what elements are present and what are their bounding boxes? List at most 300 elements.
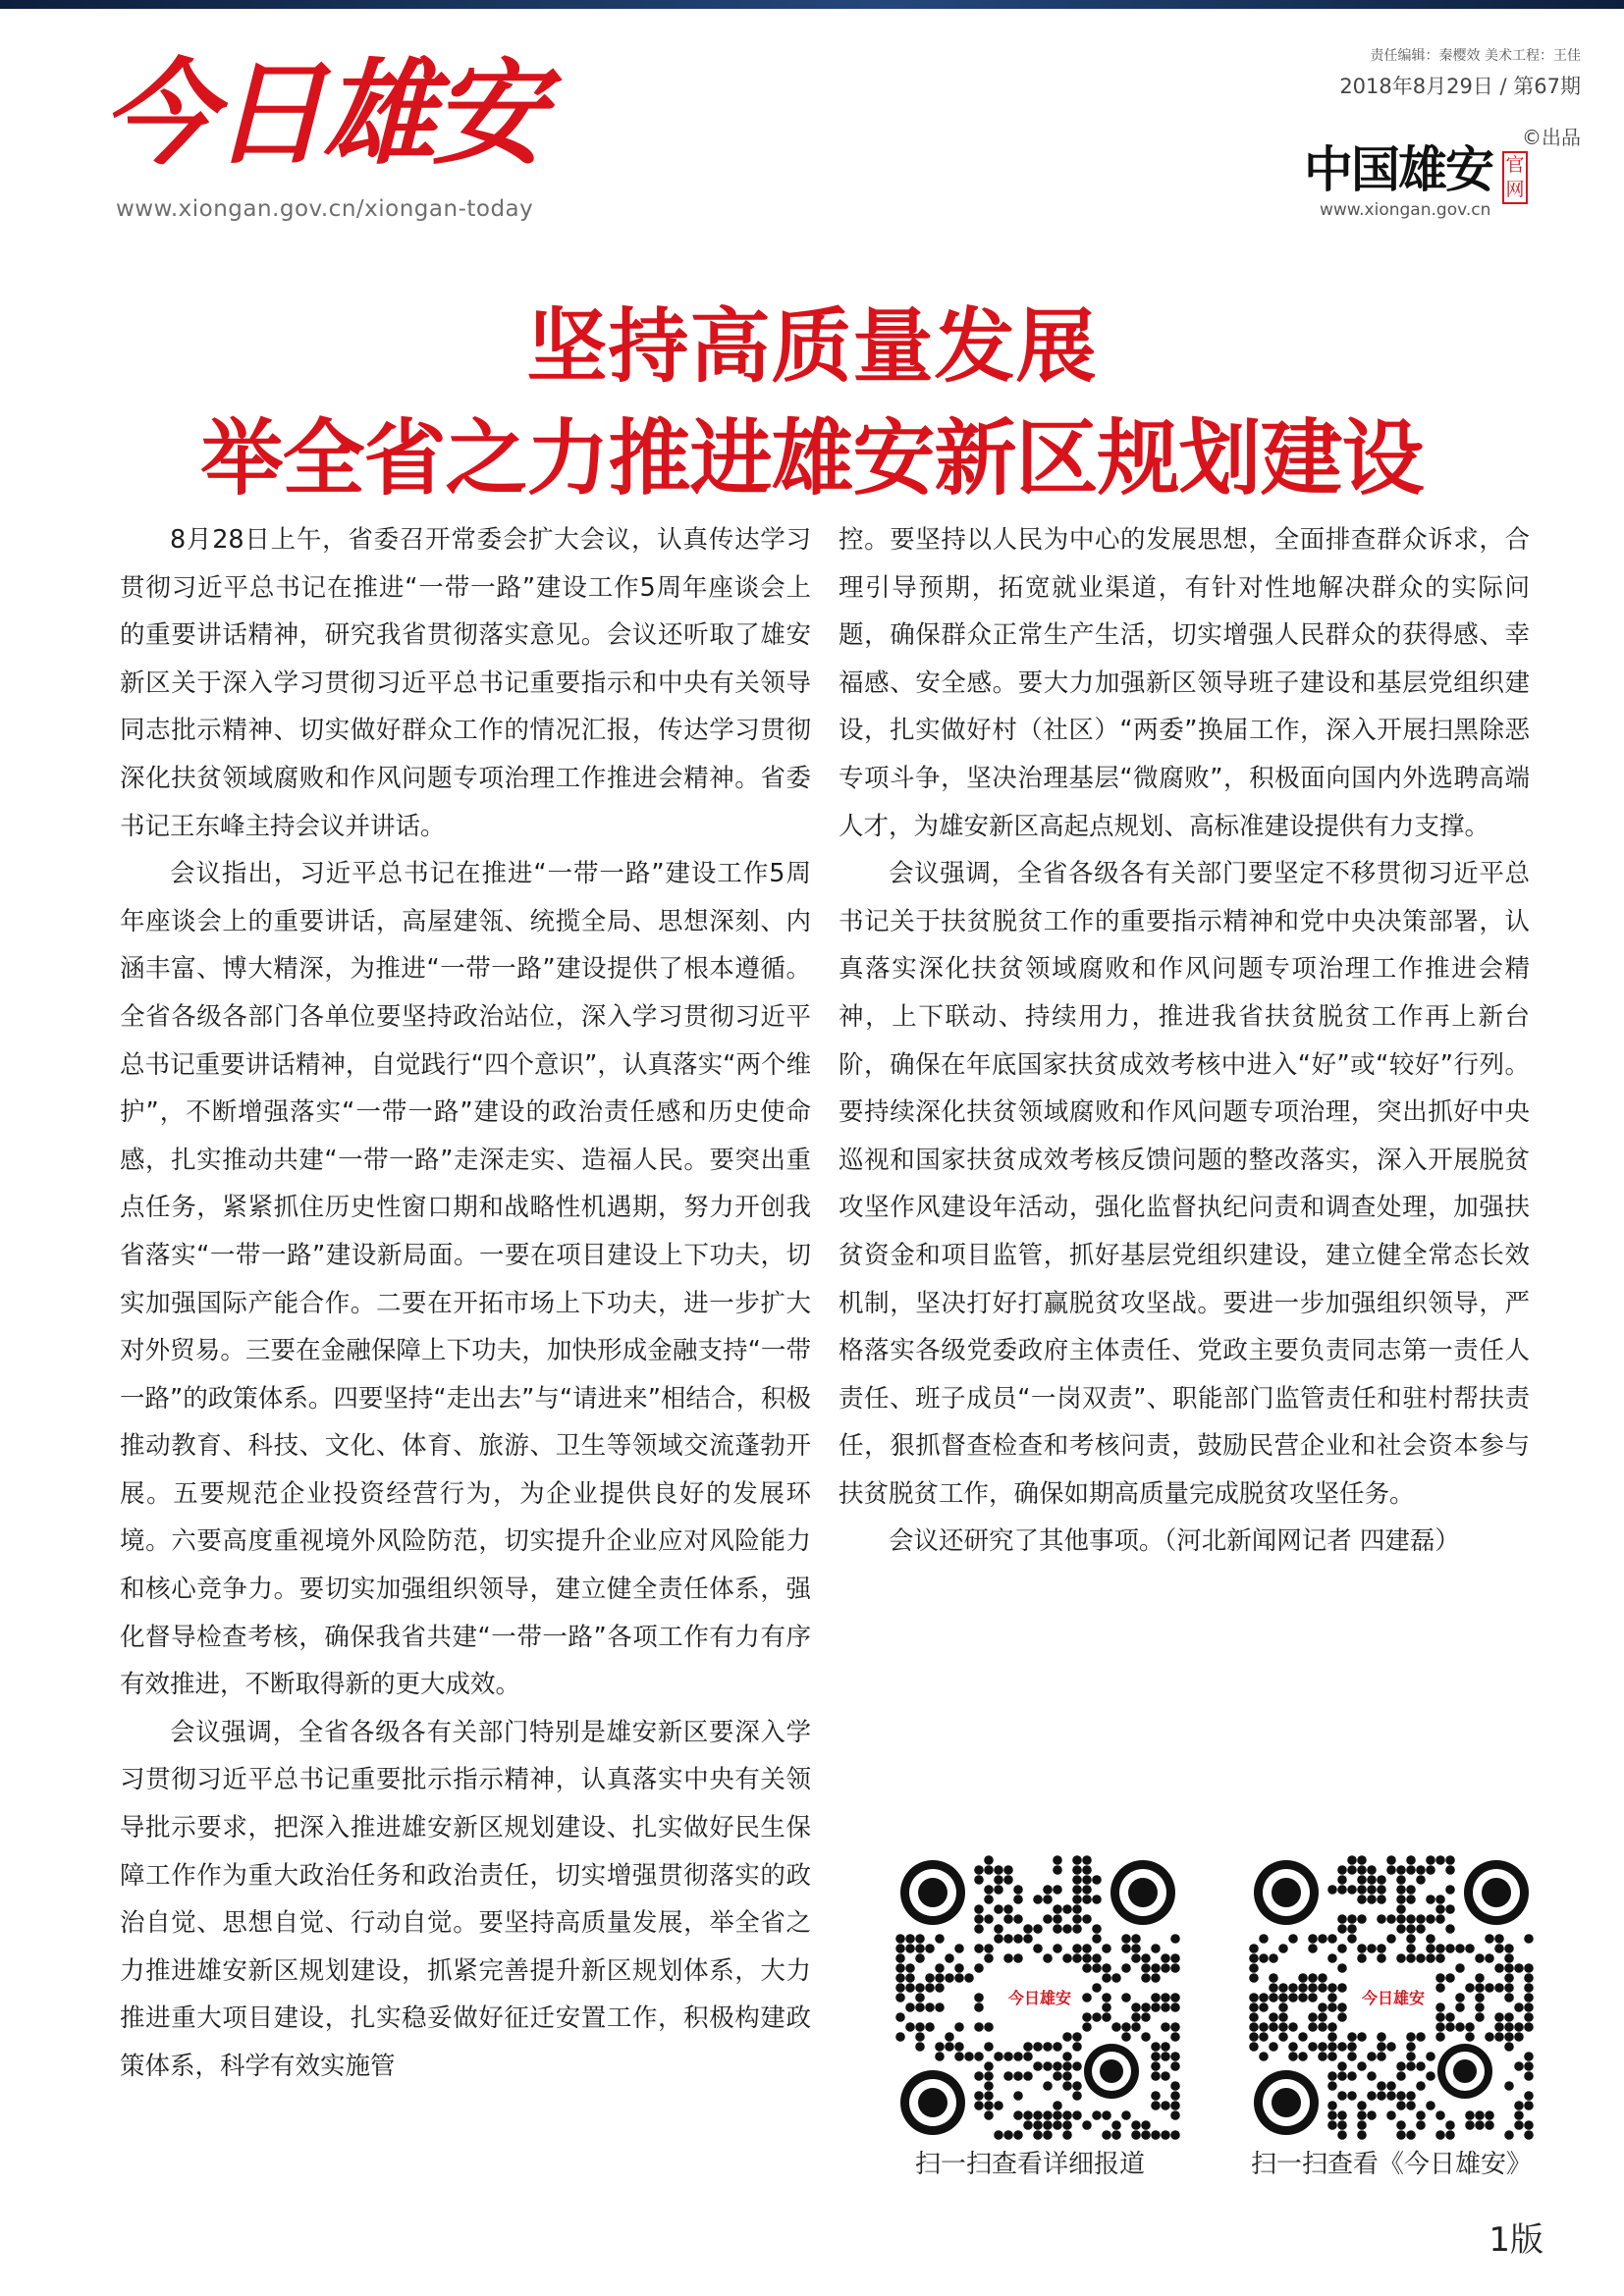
qr-module	[1033, 1944, 1043, 1953]
qr-module	[1102, 2130, 1111, 2140]
qr-module	[984, 2110, 994, 2120]
qr-module	[1396, 1875, 1406, 1885]
qr-module	[1023, 2110, 1033, 2120]
qr-module	[1337, 2120, 1347, 2130]
qr-module	[935, 1973, 945, 1983]
qr-module	[1003, 1875, 1013, 1885]
qr-module	[1013, 2052, 1023, 2061]
qr-module	[1357, 2130, 1367, 2140]
qr-module	[895, 1963, 905, 1973]
qr-module	[1003, 1904, 1013, 1914]
qr-module	[1465, 2032, 1475, 2042]
qr-module	[1102, 2110, 1111, 2120]
qr-code-xiongan-today[interactable]	[1249, 1855, 1534, 2140]
qr-module	[1013, 2130, 1023, 2140]
qr-module	[1396, 1895, 1406, 1904]
qr-module	[1102, 1963, 1111, 1973]
qr-module	[984, 1855, 994, 1865]
qr-module	[1396, 2130, 1406, 2140]
qr-module	[1102, 2002, 1111, 2012]
qr-module	[1396, 2071, 1406, 2081]
qr-module	[1465, 2022, 1475, 2032]
qr-module	[1327, 1885, 1337, 1895]
qr-module	[1465, 1983, 1475, 1993]
qr-module	[1023, 1934, 1033, 1944]
qr-module	[1102, 1973, 1111, 1983]
qr-module	[1288, 2022, 1298, 2032]
qr-module	[1298, 1993, 1308, 2002]
qr-module	[1337, 1963, 1347, 1973]
qr-module	[1504, 1993, 1514, 2002]
qr-module	[994, 1934, 1003, 1944]
qr-module	[915, 2002, 925, 2012]
qr-module	[915, 1983, 925, 1993]
qr-module	[1485, 2110, 1494, 2120]
qr-module	[1416, 1924, 1426, 1934]
qr-module	[954, 1944, 964, 1953]
qr-module	[1416, 2032, 1426, 2042]
qr-module	[1406, 2130, 1416, 2140]
qr-module	[1082, 1963, 1092, 1973]
qr-module	[994, 1865, 1003, 1875]
qr-module	[1121, 2022, 1131, 2032]
publisher-url[interactable]: www.xiongan.gov.cn	[1320, 200, 1491, 220]
qr-module	[1318, 2002, 1327, 2012]
qr-module	[1170, 1963, 1180, 1973]
qr-module	[1426, 1934, 1435, 1944]
qr-module	[1151, 1944, 1161, 1953]
qr-module	[1524, 1973, 1534, 1983]
qr-module	[1043, 2061, 1053, 2071]
qr-module	[1170, 2032, 1180, 2042]
qr-module	[1053, 1885, 1062, 1895]
qr-module	[1327, 2081, 1337, 2091]
qr-module	[1131, 2002, 1141, 2012]
qr-module	[1131, 1934, 1141, 1944]
qr-finder-eye	[1272, 2088, 1301, 2117]
qr-module	[974, 2002, 984, 2012]
qr-module	[1003, 1934, 1013, 1944]
qr-module	[1426, 1855, 1435, 1865]
qr-module	[1072, 1953, 1082, 1963]
qr-module	[1111, 1973, 1121, 1983]
qr-module	[1337, 2012, 1347, 2022]
qr-module	[1033, 1924, 1043, 1934]
qr-module	[1347, 1865, 1357, 1875]
qr-module	[1465, 1944, 1475, 1953]
qr-module	[974, 1924, 984, 1934]
qr-module	[1288, 2052, 1298, 2061]
masthead-url[interactable]: www.xiongan.gov.cn/xiongan-today	[116, 196, 534, 222]
qr-module	[1249, 2022, 1259, 2032]
qr-module	[1367, 1895, 1377, 1904]
qr-module	[915, 1944, 925, 1953]
qr-module	[935, 1983, 945, 1993]
qr-module	[1151, 1993, 1161, 2002]
qr-module	[1111, 2120, 1121, 2130]
qr-module	[1426, 2052, 1435, 2061]
qr-module	[1327, 2042, 1337, 2052]
qr-module	[1053, 1944, 1062, 1953]
qr-module	[1327, 2120, 1337, 2130]
qr-module	[1249, 1993, 1259, 2002]
qr-module	[1367, 2110, 1377, 2120]
qr-module	[954, 1973, 964, 1983]
qr-module	[1288, 1993, 1298, 2002]
qr-module	[1161, 2002, 1170, 2012]
qr-module	[915, 2022, 925, 2032]
qr-module	[1406, 1914, 1416, 1924]
qr-module	[1062, 1904, 1072, 1914]
qr-module	[1455, 1944, 1465, 1953]
qr-module	[1514, 2032, 1524, 2042]
qr-module	[1337, 1983, 1347, 1993]
qr-module	[895, 1953, 905, 1963]
qr-module	[1435, 1855, 1445, 1865]
qr-module	[1072, 2091, 1082, 2101]
qr-module	[1249, 2042, 1259, 2052]
qr-module	[1092, 2110, 1102, 2120]
qr-module	[1426, 1865, 1435, 1875]
qr-module	[895, 2032, 905, 2042]
qr-module	[1357, 1875, 1367, 1885]
qr-module	[1406, 2091, 1416, 2101]
qr-module	[1170, 2081, 1180, 2091]
qr-module	[1386, 2091, 1396, 2101]
publisher-seal-icon: 官网	[1502, 151, 1528, 204]
qr-module	[1033, 2110, 1043, 2120]
qr-module	[1102, 1993, 1111, 2002]
qr-module	[1318, 1973, 1327, 1983]
qr-module	[1426, 2071, 1435, 2081]
qr-module	[1161, 2052, 1170, 2061]
editor-credits: 责任编辑：秦樱效 美术工程：王佳	[1370, 48, 1581, 64]
qr-module	[1151, 2101, 1161, 2110]
qr-module	[984, 1885, 994, 1895]
qr-module	[1111, 2022, 1121, 2032]
qr-module	[1327, 1934, 1337, 1944]
qr-module	[1377, 1944, 1386, 1953]
qr-module	[1504, 2032, 1514, 2042]
qr-module	[1151, 1963, 1161, 1973]
qr-module	[1151, 2042, 1161, 2052]
qr-module	[1092, 1875, 1102, 1885]
qr-module	[1435, 2130, 1445, 2140]
qr-module	[1377, 2042, 1386, 2052]
qr-module	[984, 1865, 994, 1875]
qr-module	[1514, 1963, 1524, 1973]
qr-module	[1416, 1953, 1426, 1963]
qr-module	[1318, 1983, 1327, 1993]
qr-module	[1072, 1855, 1082, 1865]
qr-module	[1023, 2042, 1033, 2052]
qr-module	[1435, 1904, 1445, 1914]
qr-module	[1121, 1993, 1131, 2002]
qr-module	[1249, 2032, 1259, 2042]
qr-module	[1141, 2012, 1151, 2022]
qr-caption-detail-report: 扫一扫查看详细报道	[915, 2150, 1146, 2179]
qr-module	[1053, 2071, 1062, 2081]
qr-module	[1043, 2130, 1053, 2140]
qr-module	[1377, 1914, 1386, 1924]
qr-module	[1357, 1895, 1367, 1904]
qr-module	[1062, 2120, 1072, 2130]
qr-module	[984, 2022, 994, 2032]
qr-module	[1367, 1944, 1377, 1953]
qr-module	[1023, 2120, 1033, 2130]
qr-module	[1367, 2071, 1377, 2081]
article-paragraph-continuation: 控。要坚持以人民为中心的发展思想，全面排查群众诉求，合理引导预期，拓宽就业渠道，有针对性地解决群众的实际问题，确保群众正常生产生活，切实增强人民群众的获得感、幸福感、安全感。要大力加强新区领导班子建设和基层党组织建设，扎实做好村（社区）“两委”换届工作，深入开展扫黑除恶专项斗争，坚决治理基层“微腐败”，积极面向国内外选聘高端人才，为雄安新区高起点规划、高标准建设提供有力支撑。	[839, 525, 1530, 841]
qr-module	[1337, 2130, 1347, 2140]
qr-module	[1406, 1885, 1416, 1895]
qr-module	[1465, 2110, 1475, 2120]
qr-module	[1053, 1865, 1062, 1875]
qr-module	[1072, 1895, 1082, 1904]
qr-module	[915, 1934, 925, 1944]
qr-module	[1524, 2120, 1534, 2130]
qr-module	[1357, 1885, 1367, 1895]
qr-module	[1062, 1924, 1072, 1934]
qr-module	[1043, 1895, 1053, 1904]
qr-finder-eye	[1128, 1878, 1158, 1907]
qr-module	[1170, 2052, 1180, 2061]
qr-code-detail-report[interactable]	[895, 1855, 1180, 2140]
article-paragraph: 会议还研究了其他事项。（河北新闻网记者 四建磊）	[889, 1526, 1460, 1557]
qr-module	[1033, 1895, 1043, 1904]
qr-module	[1406, 1953, 1416, 1963]
qr-module	[1455, 1993, 1465, 2002]
qr-module	[984, 1944, 994, 1953]
qr-module	[1249, 1963, 1259, 1973]
qr-module	[1141, 2130, 1151, 2140]
qr-module	[1131, 1944, 1141, 1953]
article-paragraph: 会议强调，全省各级各有关部门特别是雄安新区要深入学习贯彻习近平总书记重要批示指示精神，认真落实中央有关领导批示要求，把深入推进雄安新区规划建设、扎实做好民生保障工作作为重大政治任务和政治责任，切实增强贯彻落实的政治自觉、思想自觉、行动自觉。要坚持高质量发展，举全省之力推进雄安新区规划建设，抓紧完善提升新区规划体系，大力推进重大项目建设，扎实稳妥做好征迁安置工作，积极构建政策体系，科学有效实施管	[120, 1717, 811, 2081]
qr-module	[1504, 2022, 1514, 2032]
qr-module	[1347, 2071, 1357, 2081]
qr-module	[1337, 2110, 1347, 2120]
qr-module	[925, 1944, 935, 1953]
qr-module	[1494, 1934, 1504, 1944]
headline-line-2: 举全省之力推进雄安新区规划建设	[200, 409, 1424, 507]
qr-module	[964, 1973, 974, 1983]
qr-module	[1347, 1855, 1357, 1865]
qr-module	[895, 1993, 905, 2002]
qr-module	[1416, 1914, 1426, 1924]
qr-module	[1416, 2061, 1426, 2071]
qr-module	[1524, 2091, 1534, 2101]
qr-module	[1161, 2130, 1170, 2140]
qr-module	[1053, 1855, 1062, 1865]
qr-module	[895, 2012, 905, 2022]
qr-module	[1485, 1983, 1494, 1993]
qr-module	[1514, 2110, 1524, 2120]
qr-module	[1445, 1973, 1455, 1983]
qr-module	[994, 2130, 1003, 2140]
qr-module	[935, 2052, 945, 2061]
qr-module	[994, 1885, 1003, 1895]
qr-module	[1053, 2042, 1062, 2052]
qr-module	[1367, 1885, 1377, 1895]
qr-module	[1278, 1944, 1288, 1953]
qr-module	[1347, 2091, 1357, 2101]
qr-module	[1170, 2022, 1180, 2032]
qr-module	[1377, 1875, 1386, 1885]
qr-module	[905, 2002, 915, 2012]
qr-module	[1455, 2022, 1465, 2032]
qr-module	[1259, 1993, 1269, 2002]
qr-module	[1494, 1963, 1504, 1973]
qr-module	[994, 1924, 1003, 1934]
qr-module	[945, 2032, 954, 2042]
qr-code-graphic	[895, 1855, 1180, 2140]
qr-module	[1308, 1993, 1318, 2002]
qr-module	[1416, 1865, 1426, 1875]
qr-module	[1406, 1924, 1416, 1934]
qr-module	[1504, 1944, 1514, 1953]
qr-module	[984, 2061, 994, 2071]
qr-module	[1082, 2012, 1092, 2022]
qr-module	[1141, 2002, 1151, 2012]
qr-module	[1327, 1953, 1337, 1963]
qr-module	[1426, 2101, 1435, 2110]
qr-module	[1386, 1934, 1396, 1944]
qr-module	[1426, 1895, 1435, 1904]
qr-module	[1278, 2012, 1288, 2022]
qr-module	[1504, 1983, 1514, 1993]
qr-module	[1357, 1855, 1367, 1865]
qr-module	[1416, 2120, 1426, 2130]
qr-module	[1445, 1944, 1455, 1953]
qr-module	[1406, 1944, 1416, 1953]
qr-module	[1445, 1855, 1455, 1865]
qr-module	[964, 2052, 974, 2061]
qr-module	[1347, 1924, 1357, 1934]
qr-module	[1455, 1963, 1465, 1973]
qr-module	[1485, 1934, 1494, 1944]
qr-module	[1357, 2061, 1367, 2071]
qr-module	[1043, 1953, 1053, 1963]
qr-module	[1435, 1973, 1445, 1983]
qr-module	[1121, 1944, 1131, 1953]
qr-module	[974, 1993, 984, 2002]
qr-module	[1269, 1953, 1278, 1963]
qr-module	[1092, 2012, 1102, 2022]
qr-module	[1475, 1983, 1485, 1993]
qr-module	[1121, 2032, 1131, 2042]
qr-module	[1170, 1934, 1180, 1944]
qr-module	[1082, 1944, 1092, 1953]
qr-module	[974, 2022, 984, 2032]
qr-module	[1327, 2071, 1337, 2081]
qr-module	[1161, 2022, 1170, 2032]
qr-module	[1151, 2130, 1161, 2140]
qr-module	[1161, 1953, 1170, 1963]
article-paragraph: 会议指出，习近平总书记在推进“一带一路”建设工作5周年座谈会上的重要讲话，高屋建瓴、统揽全局、思想深刻、内涵丰富、博大精深，为推进“一带一路”建设提供了根本遵循。全省各级各部门各单位要坚持政治站位，深入学习贯彻习近平总书记重要讲话精神，自觉践行“四个意识”，认真落实“两个维护”，不断增强落实“一带一路”建设的政治责任感和历史使命感，扎实推动共建“一带一路”走深走实、造福人民。要突出重点任务，紧紧抓住历史性窗口期和战略性机遇期，努力开创我省落实“一带一路”建设新局面。一要在项目建设上下功夫，切实加强国际产能合作。二要在开拓市场上下功夫，进一步扩大对外贸易。三要在金融保障上下功夫，加快形成金融支持“一带一路”的政策体系。四要坚持“走出去”与“请进来”相结合，积极推动教育、科技、文化、体育、旅游、卫生等领域交流蓬勃开展。五要规范企业投资经营行为，为企业提供良好的发展环境。六要高度重视境外风险防范，切实提升企业应对风险能力和核心竞争力。要切实加强组织领导，建立健全责任体系，强化督导检查考核，确保我省共建“一带一路”各项工作有力有序有效推进，不断取得新的更大成效。	[120, 859, 811, 1700]
qr-module	[1475, 2120, 1485, 2130]
qr-module	[1131, 2120, 1141, 2130]
qr-module	[1416, 1875, 1426, 1885]
qr-module	[1072, 1924, 1082, 1934]
qr-module	[1298, 1983, 1308, 1993]
issue-date: 2018年8月29日 / 第67期	[1339, 75, 1581, 98]
qr-module	[1082, 1875, 1092, 1885]
qr-module	[1298, 2032, 1308, 2042]
qr-module	[1278, 2002, 1288, 2012]
qr-module	[1524, 2130, 1534, 2140]
qr-module	[1475, 2012, 1485, 2022]
qr-module	[1367, 1875, 1377, 1885]
qr-module	[1043, 2110, 1053, 2120]
qr-module	[1259, 2032, 1269, 2042]
qr-module	[905, 1983, 915, 1993]
qr-module	[1406, 2061, 1416, 2071]
qr-module	[1396, 1865, 1406, 1875]
qr-module	[1259, 2002, 1269, 2012]
qr-module	[1337, 1944, 1347, 1953]
qr-module	[984, 1895, 994, 1904]
qr-module	[1435, 1914, 1445, 1924]
qr-module	[1062, 2071, 1072, 2081]
qr-module	[1347, 2032, 1357, 2042]
qr-module	[1249, 1953, 1259, 1963]
qr-module	[925, 1983, 935, 1993]
qr-module	[1475, 1953, 1485, 1963]
qr-module	[974, 1904, 984, 1914]
qr-module	[1062, 1953, 1072, 1963]
qr-module	[1504, 1963, 1514, 1973]
qr-module	[1396, 2101, 1406, 2110]
qr-module	[1357, 2120, 1367, 2130]
qr-module	[1308, 2022, 1318, 2032]
qr-module	[1524, 2061, 1534, 2071]
qr-module	[1367, 2052, 1377, 2061]
qr-module	[1062, 2052, 1072, 2061]
qr-module	[1072, 2042, 1082, 2052]
qr-module	[1386, 2110, 1396, 2120]
qr-module	[1377, 2081, 1386, 2091]
qr-finder-eye	[1482, 1878, 1511, 1907]
qr-module	[1308, 1983, 1318, 1993]
qr-module	[1161, 2071, 1170, 2081]
qr-module	[1053, 2120, 1062, 2130]
qr-module	[1396, 2061, 1406, 2071]
qr-module	[994, 2101, 1003, 2110]
qr-module	[1308, 2012, 1318, 2022]
qr-module	[1033, 2120, 1043, 2130]
qr-module	[905, 1963, 915, 1973]
qr-module	[1524, 1963, 1534, 1973]
qr-module	[1377, 1895, 1386, 1904]
qr-module	[1406, 2032, 1416, 2042]
qr-module	[1121, 2110, 1131, 2120]
qr-module	[974, 2052, 984, 2061]
qr-module	[954, 2022, 964, 2032]
qr-module	[1327, 2022, 1337, 2032]
qr-module	[935, 1934, 945, 1944]
qr-module	[1072, 2061, 1082, 2071]
qr-module	[1347, 1934, 1357, 1944]
qr-module	[1131, 2012, 1141, 2022]
qr-module	[935, 1963, 945, 1973]
qr-module	[1102, 2012, 1111, 2022]
qr-module	[905, 1973, 915, 1983]
qr-module	[1327, 1993, 1337, 2002]
qr-module	[1475, 1973, 1485, 1983]
qr-module	[984, 2101, 994, 2110]
qr-module	[1327, 2052, 1337, 2061]
qr-module	[1003, 1865, 1013, 1875]
qr-module	[1514, 2002, 1524, 2012]
